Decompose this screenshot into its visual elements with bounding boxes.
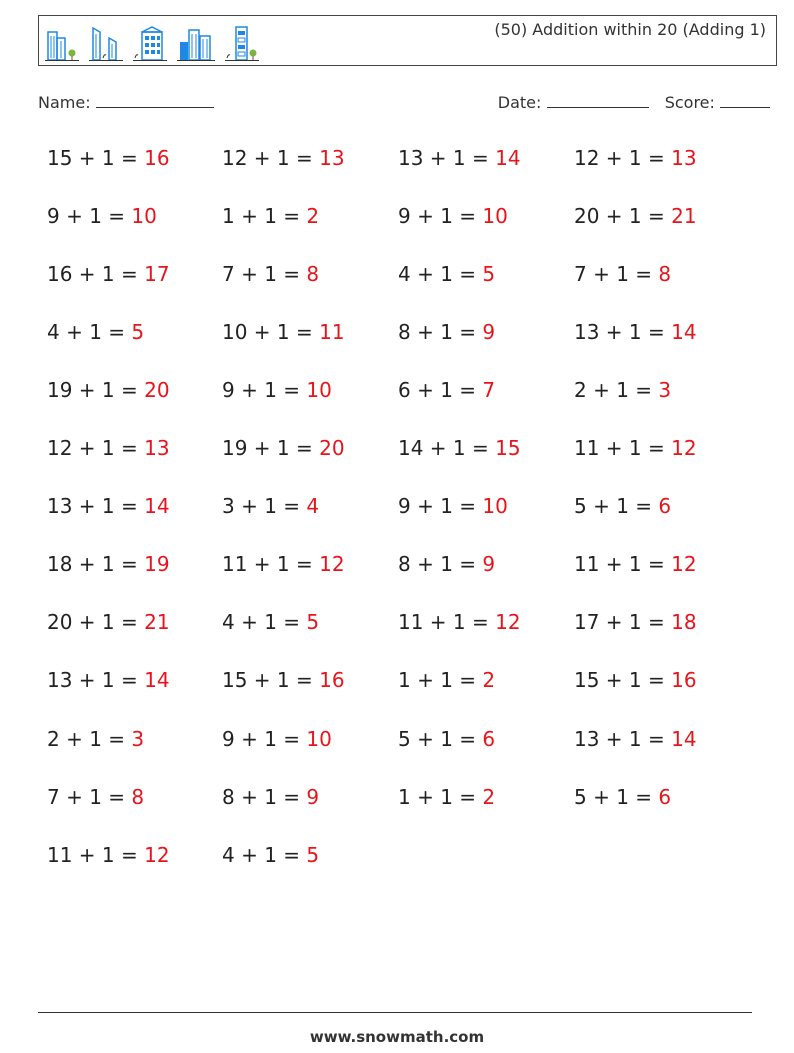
problem-item <box>222 785 319 809</box>
date-blank[interactable] <box>547 93 649 108</box>
problem-answer: 6 <box>658 494 672 519</box>
problem-item <box>398 668 495 692</box>
problem-question: 7 + 1 = <box>47 784 126 809</box>
problem-answer: 7 <box>482 378 496 403</box>
problem-question: 3 + 1 = <box>222 494 301 519</box>
problem-question: 20 + 1 = <box>574 204 665 229</box>
score-blank[interactable] <box>720 93 770 108</box>
problem-item <box>47 727 144 751</box>
problem-answer: 14 <box>144 668 170 693</box>
problem-item <box>222 262 319 286</box>
problem-item <box>574 378 671 402</box>
problem-question: 19 + 1 = <box>47 378 138 403</box>
problem-answer: 14 <box>495 146 521 170</box>
problem-answer: 4 <box>306 494 320 519</box>
problem-item <box>574 727 697 751</box>
worksheet-title: (50) Addition within 20 (Adding 1) <box>494 20 766 39</box>
problem-question: 1 + 1 = <box>222 204 301 229</box>
problem-item <box>222 610 319 634</box>
problem-answer: 9 <box>482 320 496 345</box>
problem-item <box>398 727 495 751</box>
problem-item <box>574 668 697 692</box>
problem-item <box>574 552 697 576</box>
problem-answer: 8 <box>131 784 145 809</box>
problem-question: 13 + 1 = <box>398 146 489 170</box>
problem-answer: 19 <box>144 552 170 577</box>
problem-item <box>47 843 170 867</box>
problem-question: 9 + 1 = <box>398 494 477 519</box>
building-icon-5 <box>225 24 259 62</box>
problem-answer: 13 <box>144 436 170 461</box>
problem-question: 2 + 1 = <box>47 726 126 751</box>
problem-question: 5 + 1 = <box>574 784 653 809</box>
problem-item <box>47 668 170 692</box>
problem-question: 17 + 1 = <box>574 610 665 635</box>
problem-question: 9 + 1 = <box>222 378 301 403</box>
problem-answer: 3 <box>131 726 145 751</box>
building-icon-4 <box>177 24 215 62</box>
problem-answer: 16 <box>144 146 170 170</box>
problem-question: 11 + 1 = <box>574 436 665 461</box>
problem-item <box>222 320 345 344</box>
problem-answer: 16 <box>671 668 697 693</box>
problem-question: 9 + 1 = <box>47 204 126 229</box>
problem-answer: 12 <box>319 552 345 577</box>
problem-item <box>574 494 671 518</box>
problem-item <box>222 436 345 460</box>
problem-item <box>222 668 345 692</box>
problem-question: 14 + 1 = <box>398 436 489 461</box>
problem-question: 13 + 1 = <box>574 320 665 345</box>
problem-item <box>574 204 697 228</box>
problem-answer: 14 <box>671 726 697 751</box>
problem-question: 10 + 1 = <box>222 320 313 345</box>
problem-item <box>398 610 521 634</box>
problem-answer: 17 <box>144 262 170 287</box>
problem-item <box>574 262 671 286</box>
problem-answer: 15 <box>495 436 521 461</box>
problem-item <box>398 262 495 286</box>
problem-item <box>222 843 319 867</box>
problem-item <box>222 146 345 170</box>
problem-question: 5 + 1 = <box>574 494 653 519</box>
problem-answer: 13 <box>671 146 697 170</box>
worksheet-header <box>38 15 777 66</box>
problem-answer: 9 <box>306 784 320 809</box>
name-label: Name: <box>38 93 91 112</box>
problem-item <box>574 146 697 170</box>
score-label: Score: <box>664 93 715 112</box>
problem-item <box>398 378 495 402</box>
header-icons <box>45 22 259 62</box>
problem-question: 12 + 1 = <box>222 146 313 170</box>
problem-answer: 13 <box>319 146 345 170</box>
name-blank[interactable] <box>96 93 214 108</box>
date-label: Date: <box>497 93 542 112</box>
problem-answer: 8 <box>306 262 320 287</box>
problem-answer: 20 <box>319 436 345 461</box>
problem-question: 16 + 1 = <box>47 262 138 287</box>
problem-item <box>222 378 332 402</box>
problem-item <box>222 494 319 518</box>
problem-answer: 8 <box>658 262 672 287</box>
problem-answer: 6 <box>482 726 496 751</box>
problem-item <box>47 378 170 402</box>
problem-question: 13 + 1 = <box>47 494 138 519</box>
problem-item <box>398 552 495 576</box>
building-icon-1 <box>45 24 79 62</box>
problem-item <box>47 785 144 809</box>
building-icon-3 <box>133 24 167 62</box>
problem-item <box>222 204 319 228</box>
problem-question: 18 + 1 = <box>47 552 138 577</box>
problem-question: 12 + 1 = <box>47 436 138 461</box>
problem-answer: 20 <box>144 378 170 403</box>
problem-item <box>574 436 697 460</box>
problem-answer: 5 <box>131 320 145 345</box>
problem-answer: 14 <box>144 494 170 519</box>
problem-item <box>398 146 521 170</box>
problem-item <box>47 146 170 170</box>
problem-answer: 14 <box>671 320 697 345</box>
problem-question: 4 + 1 = <box>222 842 301 867</box>
problem-question: 6 + 1 = <box>398 378 477 403</box>
problem-answer: 6 <box>658 784 672 809</box>
problem-item <box>47 262 170 286</box>
problem-answer: 10 <box>482 494 508 519</box>
problem-answer: 10 <box>131 204 157 229</box>
problem-item <box>222 552 345 576</box>
problem-question: 2 + 1 = <box>574 378 653 403</box>
problem-answer: 12 <box>495 610 521 635</box>
problem-question: 11 + 1 = <box>222 552 313 577</box>
problem-question: 11 + 1 = <box>574 552 665 577</box>
problem-item <box>47 436 170 460</box>
problem-question: 13 + 1 = <box>47 668 138 693</box>
problem-answer: 21 <box>671 204 697 229</box>
problem-question: 4 + 1 = <box>47 320 126 345</box>
problem-question: 7 + 1 = <box>222 262 301 287</box>
problem-question: 19 + 1 = <box>222 436 313 461</box>
problem-answer: 10 <box>482 204 508 229</box>
problem-question: 7 + 1 = <box>574 262 653 287</box>
problem-item <box>574 610 697 634</box>
problem-question: 8 + 1 = <box>398 320 477 345</box>
problem-item <box>574 785 671 809</box>
problem-answer: 5 <box>306 610 320 635</box>
problem-answer: 5 <box>306 842 320 867</box>
problem-answer: 2 <box>482 668 496 693</box>
problem-item <box>47 552 170 576</box>
building-icon-2 <box>89 24 123 62</box>
problem-answer: 18 <box>671 610 697 635</box>
problem-question: 15 + 1 = <box>574 668 665 693</box>
problem-question: 8 + 1 = <box>398 552 477 577</box>
problem-question: 9 + 1 = <box>222 726 301 751</box>
problem-item <box>47 320 144 344</box>
problem-item <box>47 610 170 634</box>
footer-divider <box>38 1012 752 1013</box>
footer-url: www.snowmath.com <box>309 1028 485 1046</box>
problem-answer: 10 <box>306 726 332 751</box>
problem-item <box>398 320 495 344</box>
problem-item <box>574 320 697 344</box>
name-field <box>38 93 214 112</box>
date-score-fields <box>498 93 770 112</box>
problem-answer: 3 <box>658 378 672 403</box>
problem-question: 9 + 1 = <box>398 204 477 229</box>
problem-answer: 10 <box>306 378 332 403</box>
problem-answer: 5 <box>482 262 496 287</box>
problem-question: 4 + 1 = <box>222 610 301 635</box>
problem-question: 11 + 1 = <box>398 610 489 635</box>
problem-answer: 12 <box>144 842 170 867</box>
problem-answer: 2 <box>482 784 496 809</box>
problem-question: 8 + 1 = <box>222 784 301 809</box>
problem-item <box>398 785 495 809</box>
problem-item <box>47 494 170 518</box>
problem-question: 5 + 1 = <box>398 726 477 751</box>
problem-question: 12 + 1 = <box>574 146 665 170</box>
problem-question: 11 + 1 = <box>47 842 138 867</box>
problem-answer: 21 <box>144 610 170 635</box>
problem-item <box>398 204 508 228</box>
problem-answer: 2 <box>306 204 320 229</box>
problem-question: 15 + 1 = <box>222 668 313 693</box>
problem-question: 13 + 1 = <box>574 726 665 751</box>
problem-question: 4 + 1 = <box>398 262 477 287</box>
problem-question: 15 + 1 = <box>47 146 138 170</box>
problem-question: 1 + 1 = <box>398 668 477 693</box>
problem-question: 20 + 1 = <box>47 610 138 635</box>
problem-answer: 16 <box>319 668 345 693</box>
problem-item <box>398 494 508 518</box>
problem-question: 1 + 1 = <box>398 784 477 809</box>
problem-answer: 12 <box>671 436 697 461</box>
problem-item <box>47 204 157 228</box>
problem-answer: 11 <box>319 320 345 345</box>
problem-answer: 12 <box>671 552 697 577</box>
problem-item <box>222 727 332 751</box>
problem-item <box>398 436 521 460</box>
problem-answer: 9 <box>482 552 496 577</box>
